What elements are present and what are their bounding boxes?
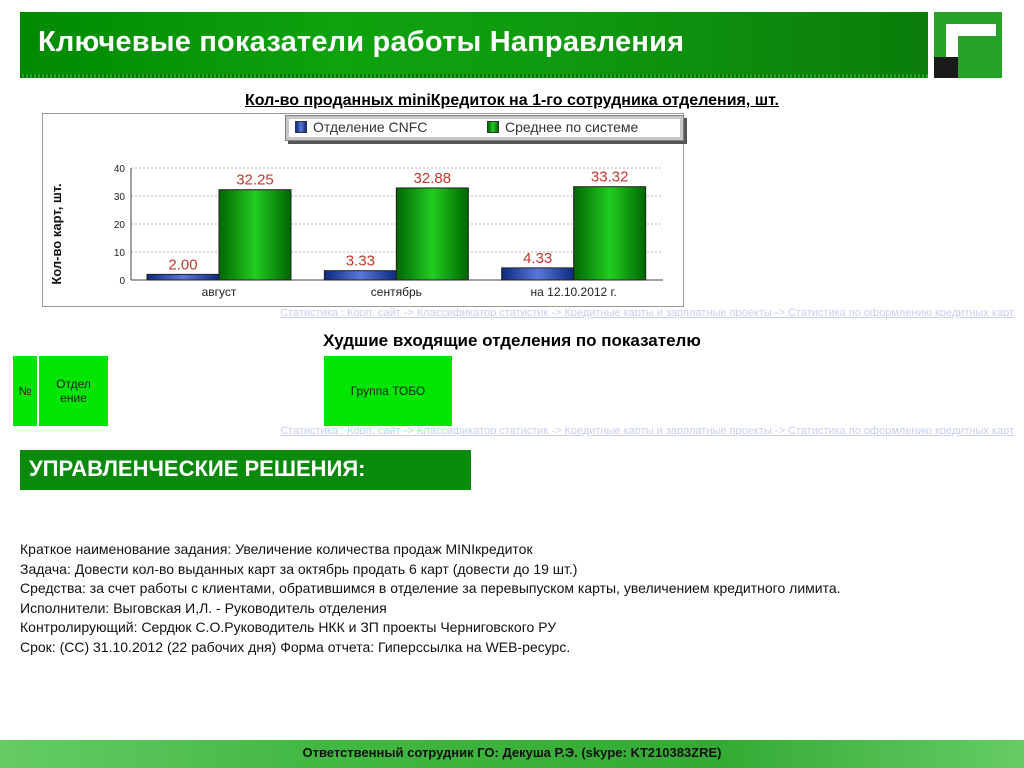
legend-swatch-green bbox=[487, 121, 499, 133]
stats-breadcrumb-link[interactable]: Статистика : Корп. сайт -> Классификатор статистик -> Кредитные карты и зарплатные проекты -> Статистика по оформлению кредитных карт bbox=[280, 425, 1014, 437]
column-header-number: № bbox=[13, 356, 37, 426]
column-header-group: Группа ТОБО bbox=[324, 356, 452, 426]
header-banner bbox=[20, 12, 928, 78]
data-label: 32.88 bbox=[413, 169, 452, 187]
chart-title: Кол-во проданных miniКредиток на 1-го сотрудника отделения, шт. bbox=[245, 92, 779, 109]
data-label: 2.00 bbox=[168, 256, 198, 274]
task-line: Краткое наименование задания: Увеличение количества продаж MINIкредиток bbox=[20, 541, 533, 557]
bar-branch bbox=[502, 268, 574, 280]
task-line: Срок: (СС) 31.10.2012 (22 рабочих дня) Форма отчета: Гиперссылка на WEB-ресурс. bbox=[20, 638, 571, 655]
y-tick-label: 30 bbox=[113, 192, 125, 203]
worst-branches-title: Худшие входящие отделения по показателю bbox=[323, 331, 701, 350]
y-tick-label: 40 bbox=[113, 164, 125, 175]
chart-frame bbox=[42, 113, 684, 307]
data-label: 4.33 bbox=[523, 249, 553, 267]
bar-branch bbox=[324, 271, 396, 280]
x-tick-label: на 12.10.2012 г. bbox=[530, 285, 617, 299]
task-description bbox=[20, 540, 841, 657]
chart-legend bbox=[285, 115, 684, 141]
y-tick-label: 0 bbox=[119, 276, 125, 287]
data-label: 32.25 bbox=[236, 171, 274, 189]
y-tick-label: 10 bbox=[113, 248, 125, 259]
x-tick-label: сентябрь bbox=[370, 285, 422, 299]
legend-label: Среднее по системе bbox=[505, 119, 639, 135]
footer-bar bbox=[0, 740, 1024, 768]
column-header-branch: Отдел ение bbox=[39, 356, 108, 426]
responsible-contact: Ответственный сотрудник ГО: Декуша Р.Э. (skype: KT210383ZRE) bbox=[302, 745, 722, 760]
bar-branch bbox=[147, 274, 219, 280]
bar-average bbox=[396, 188, 468, 280]
bar-chart bbox=[43, 114, 683, 306]
legend-item-branch bbox=[295, 119, 427, 135]
x-tick-label: август bbox=[201, 285, 237, 299]
data-label: 3.33 bbox=[345, 252, 375, 270]
bar-average bbox=[574, 187, 646, 280]
page-title: Ключевые показатели работы Направления bbox=[38, 26, 685, 58]
task-line: Задача: Довести кол-во выданных карт за октябрь продать 6 карт (довести до 19 шт.) bbox=[20, 560, 578, 577]
legend-item-average bbox=[487, 119, 638, 135]
decisions-header bbox=[20, 450, 471, 490]
header-stripe bbox=[20, 74, 928, 78]
decisions-title: УПРАВЛЕНЧЕСКИЕ РЕШЕНИЯ: bbox=[29, 456, 366, 481]
task-line: Средства: за счет работы с клиентами, обратившимся в отделение за перевыпуском карты, увеличением кредитного лимита. bbox=[20, 580, 841, 596]
y-tick-label: 20 bbox=[113, 220, 125, 231]
stats-breadcrumb-link[interactable]: Статистика : Корп. сайт -> Классификатор статистик -> Кредитные карты и зарплатные проекты -> Статистика по оформлению кредитных карт bbox=[280, 307, 1014, 319]
bank-logo-icon bbox=[934, 12, 1002, 78]
legend-label: Отделение CNFC bbox=[313, 119, 428, 135]
data-label: 33.32 bbox=[590, 168, 629, 186]
y-axis-label: Кол-во карт, шт. bbox=[49, 183, 64, 285]
bar-average bbox=[219, 190, 291, 280]
legend-swatch-blue bbox=[295, 121, 307, 133]
task-line: Контролирующий: Сердюк С.О.Руководитель НКК и ЗП проекты Черниговского РУ bbox=[20, 619, 557, 635]
task-line: Исполнители: Выговская И,Л. - Руководитель отделения bbox=[20, 599, 387, 616]
